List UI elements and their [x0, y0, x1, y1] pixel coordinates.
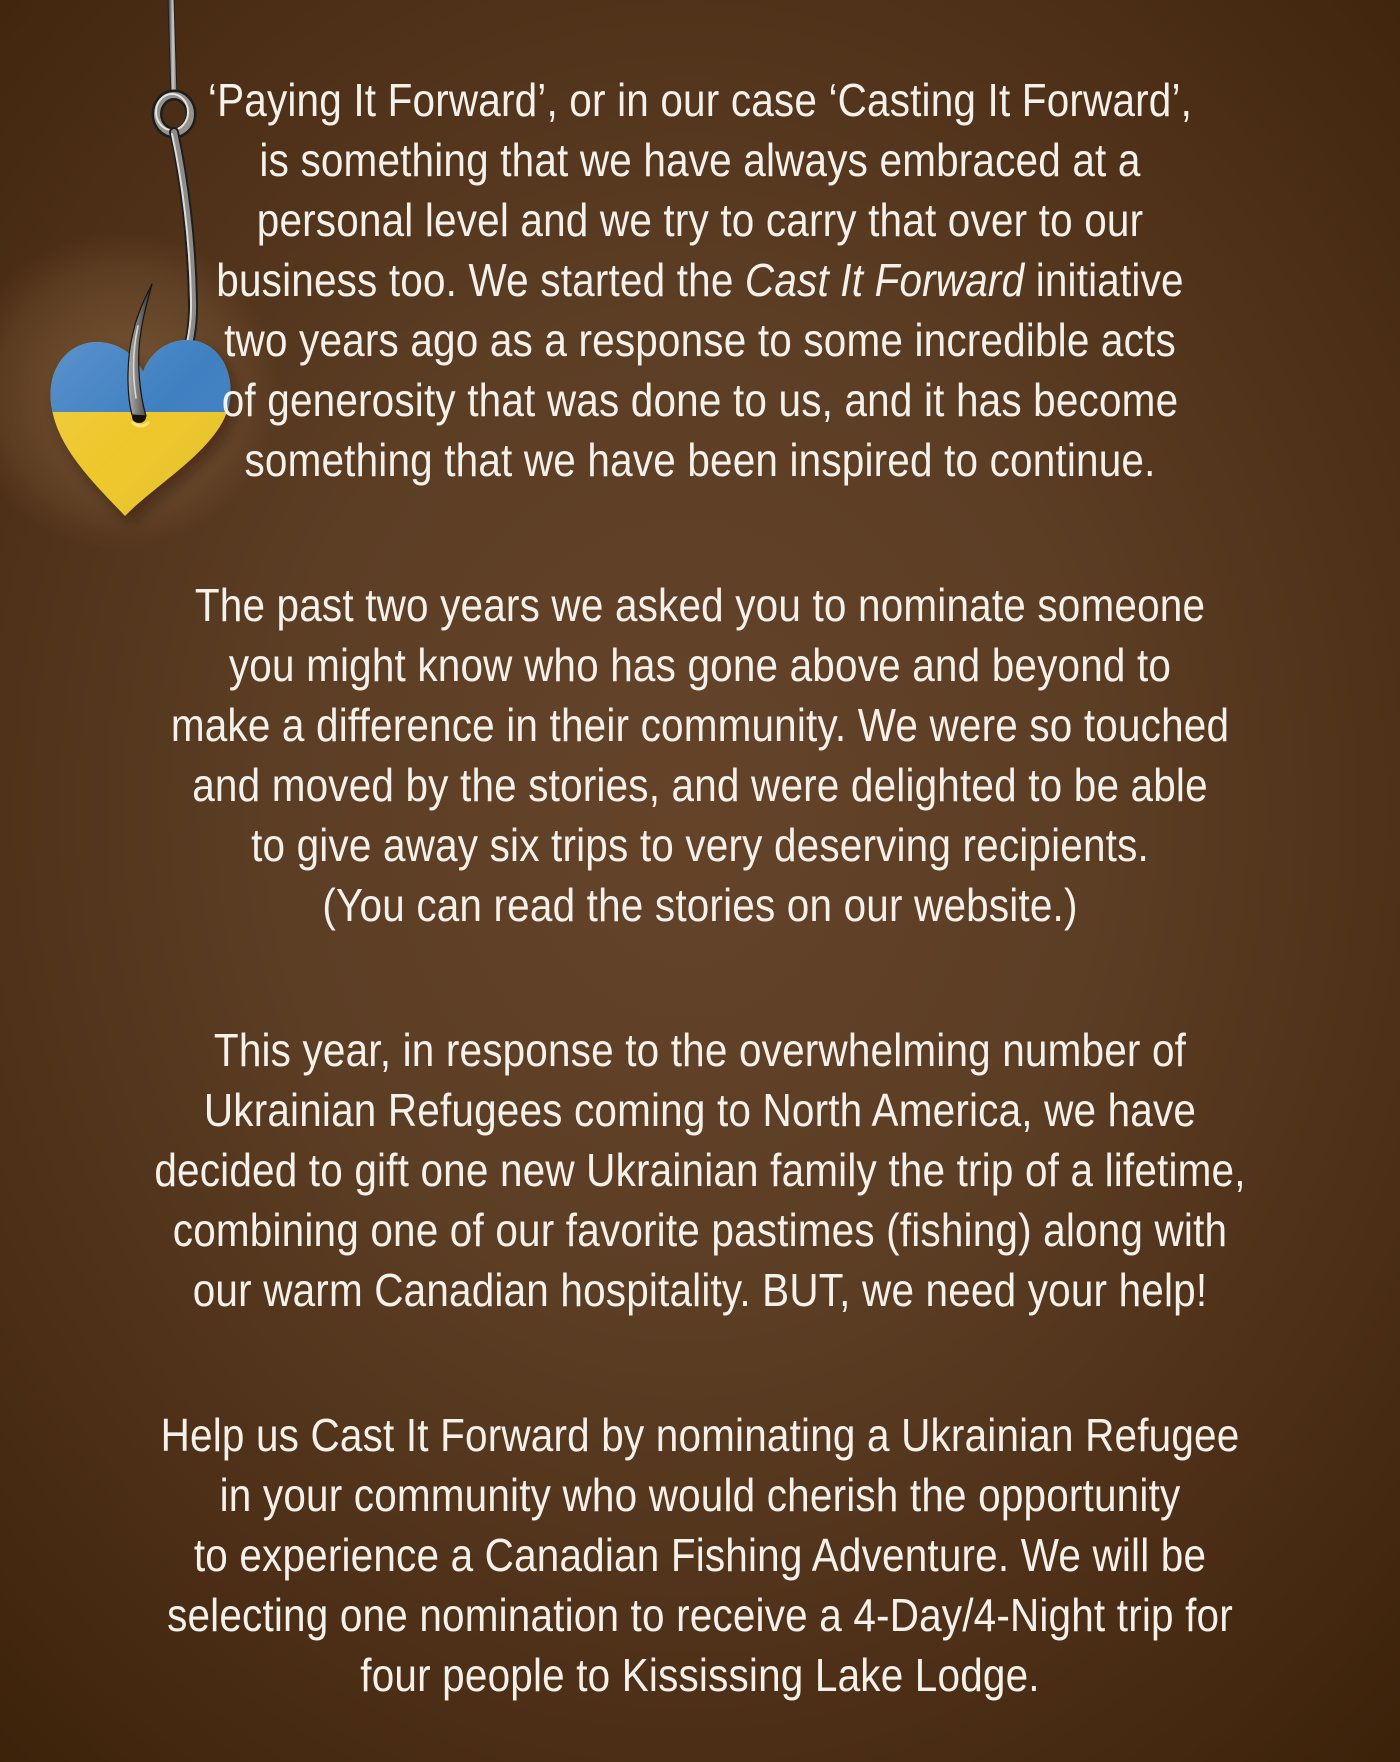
- text-segment: The past two years we asked you to nominate someone: [194, 579, 1206, 631]
- text-segment: Help us Cast It Forward by nominating a Ukrainian Refugee: [160, 1409, 1240, 1461]
- text-segment: make a difference in their community. We were so touched: [170, 699, 1230, 751]
- text-line: [84, 1645, 1316, 1705]
- text-segment: and moved by the stories, and were delighted to be able: [192, 759, 1208, 811]
- text-line: [84, 1200, 1316, 1260]
- text-segment: four people to Kississing Lake Lodge.: [360, 1649, 1040, 1701]
- text-line: [84, 815, 1316, 875]
- text-line: [84, 575, 1316, 635]
- text-line: [84, 1585, 1316, 1645]
- text-segment: you might know who has gone above and beyond to: [228, 639, 1172, 691]
- paragraph: [84, 1020, 1316, 1320]
- text-line: [84, 190, 1316, 250]
- text-segment: is something that we have always embraced at a: [259, 134, 1141, 186]
- paragraph: [84, 1405, 1316, 1705]
- text-line: [84, 1260, 1316, 1320]
- text-segment: Ukrainian Refugees coming to North America, we have: [203, 1084, 1197, 1136]
- text-line: [84, 755, 1316, 815]
- text-segment: to experience a Canadian Fishing Adventure. We will be: [193, 1529, 1207, 1581]
- italic-text-segment: Cast It Forward: [744, 254, 1025, 306]
- text-segment: to give away six trips to very deserving recipients.: [251, 819, 1149, 871]
- flyer-text: [84, 0, 1316, 1705]
- text-segment: of generosity that was done to us, and it has become: [221, 374, 1179, 426]
- paragraph: [84, 70, 1316, 490]
- text-segment: something that we have been inspired to continue.: [244, 434, 1156, 486]
- text-segment: combining one of our favorite pastimes (fishing) along with: [172, 1204, 1228, 1256]
- text-segment: business too. We started the: [216, 254, 745, 306]
- text-line: [84, 635, 1316, 695]
- text-segment: two years ago as a response to some incredible acts: [224, 314, 1176, 366]
- text-segment: ‘Paying It Forward’, or in our case ‘Casting It Forward’,: [207, 74, 1193, 126]
- text-segment: initiative: [1024, 254, 1184, 306]
- text-segment: our warm Canadian hospitality. BUT, we need your help!: [192, 1264, 1208, 1316]
- text-line: [84, 1405, 1316, 1465]
- text-segment: This year, in response to the overwhelming number of: [213, 1024, 1187, 1076]
- text-segment: (You can read the stories on our website.): [322, 879, 1078, 931]
- paragraph: [84, 575, 1316, 935]
- text-line: [84, 430, 1316, 490]
- text-line: [84, 695, 1316, 755]
- text-line: [84, 130, 1316, 190]
- text-line: [84, 1140, 1316, 1200]
- text-line: [84, 1080, 1316, 1140]
- text-segment: in your community who would cherish the opportunity: [219, 1469, 1181, 1521]
- text-line: [84, 1525, 1316, 1585]
- text-segment: decided to gift one new Ukrainian family the trip of a lifetime,: [154, 1144, 1246, 1196]
- text-line: [84, 370, 1316, 430]
- text-line: [84, 310, 1316, 370]
- text-line: [84, 1020, 1316, 1080]
- text-line: [84, 250, 1316, 310]
- text-line: [84, 875, 1316, 935]
- text-line: [84, 1465, 1316, 1525]
- text-segment: personal level and we try to carry that over to our: [256, 194, 1144, 246]
- text-line: [84, 70, 1316, 130]
- text-segment: selecting one nomination to receive a 4-Day/4-Night trip for: [167, 1589, 1233, 1641]
